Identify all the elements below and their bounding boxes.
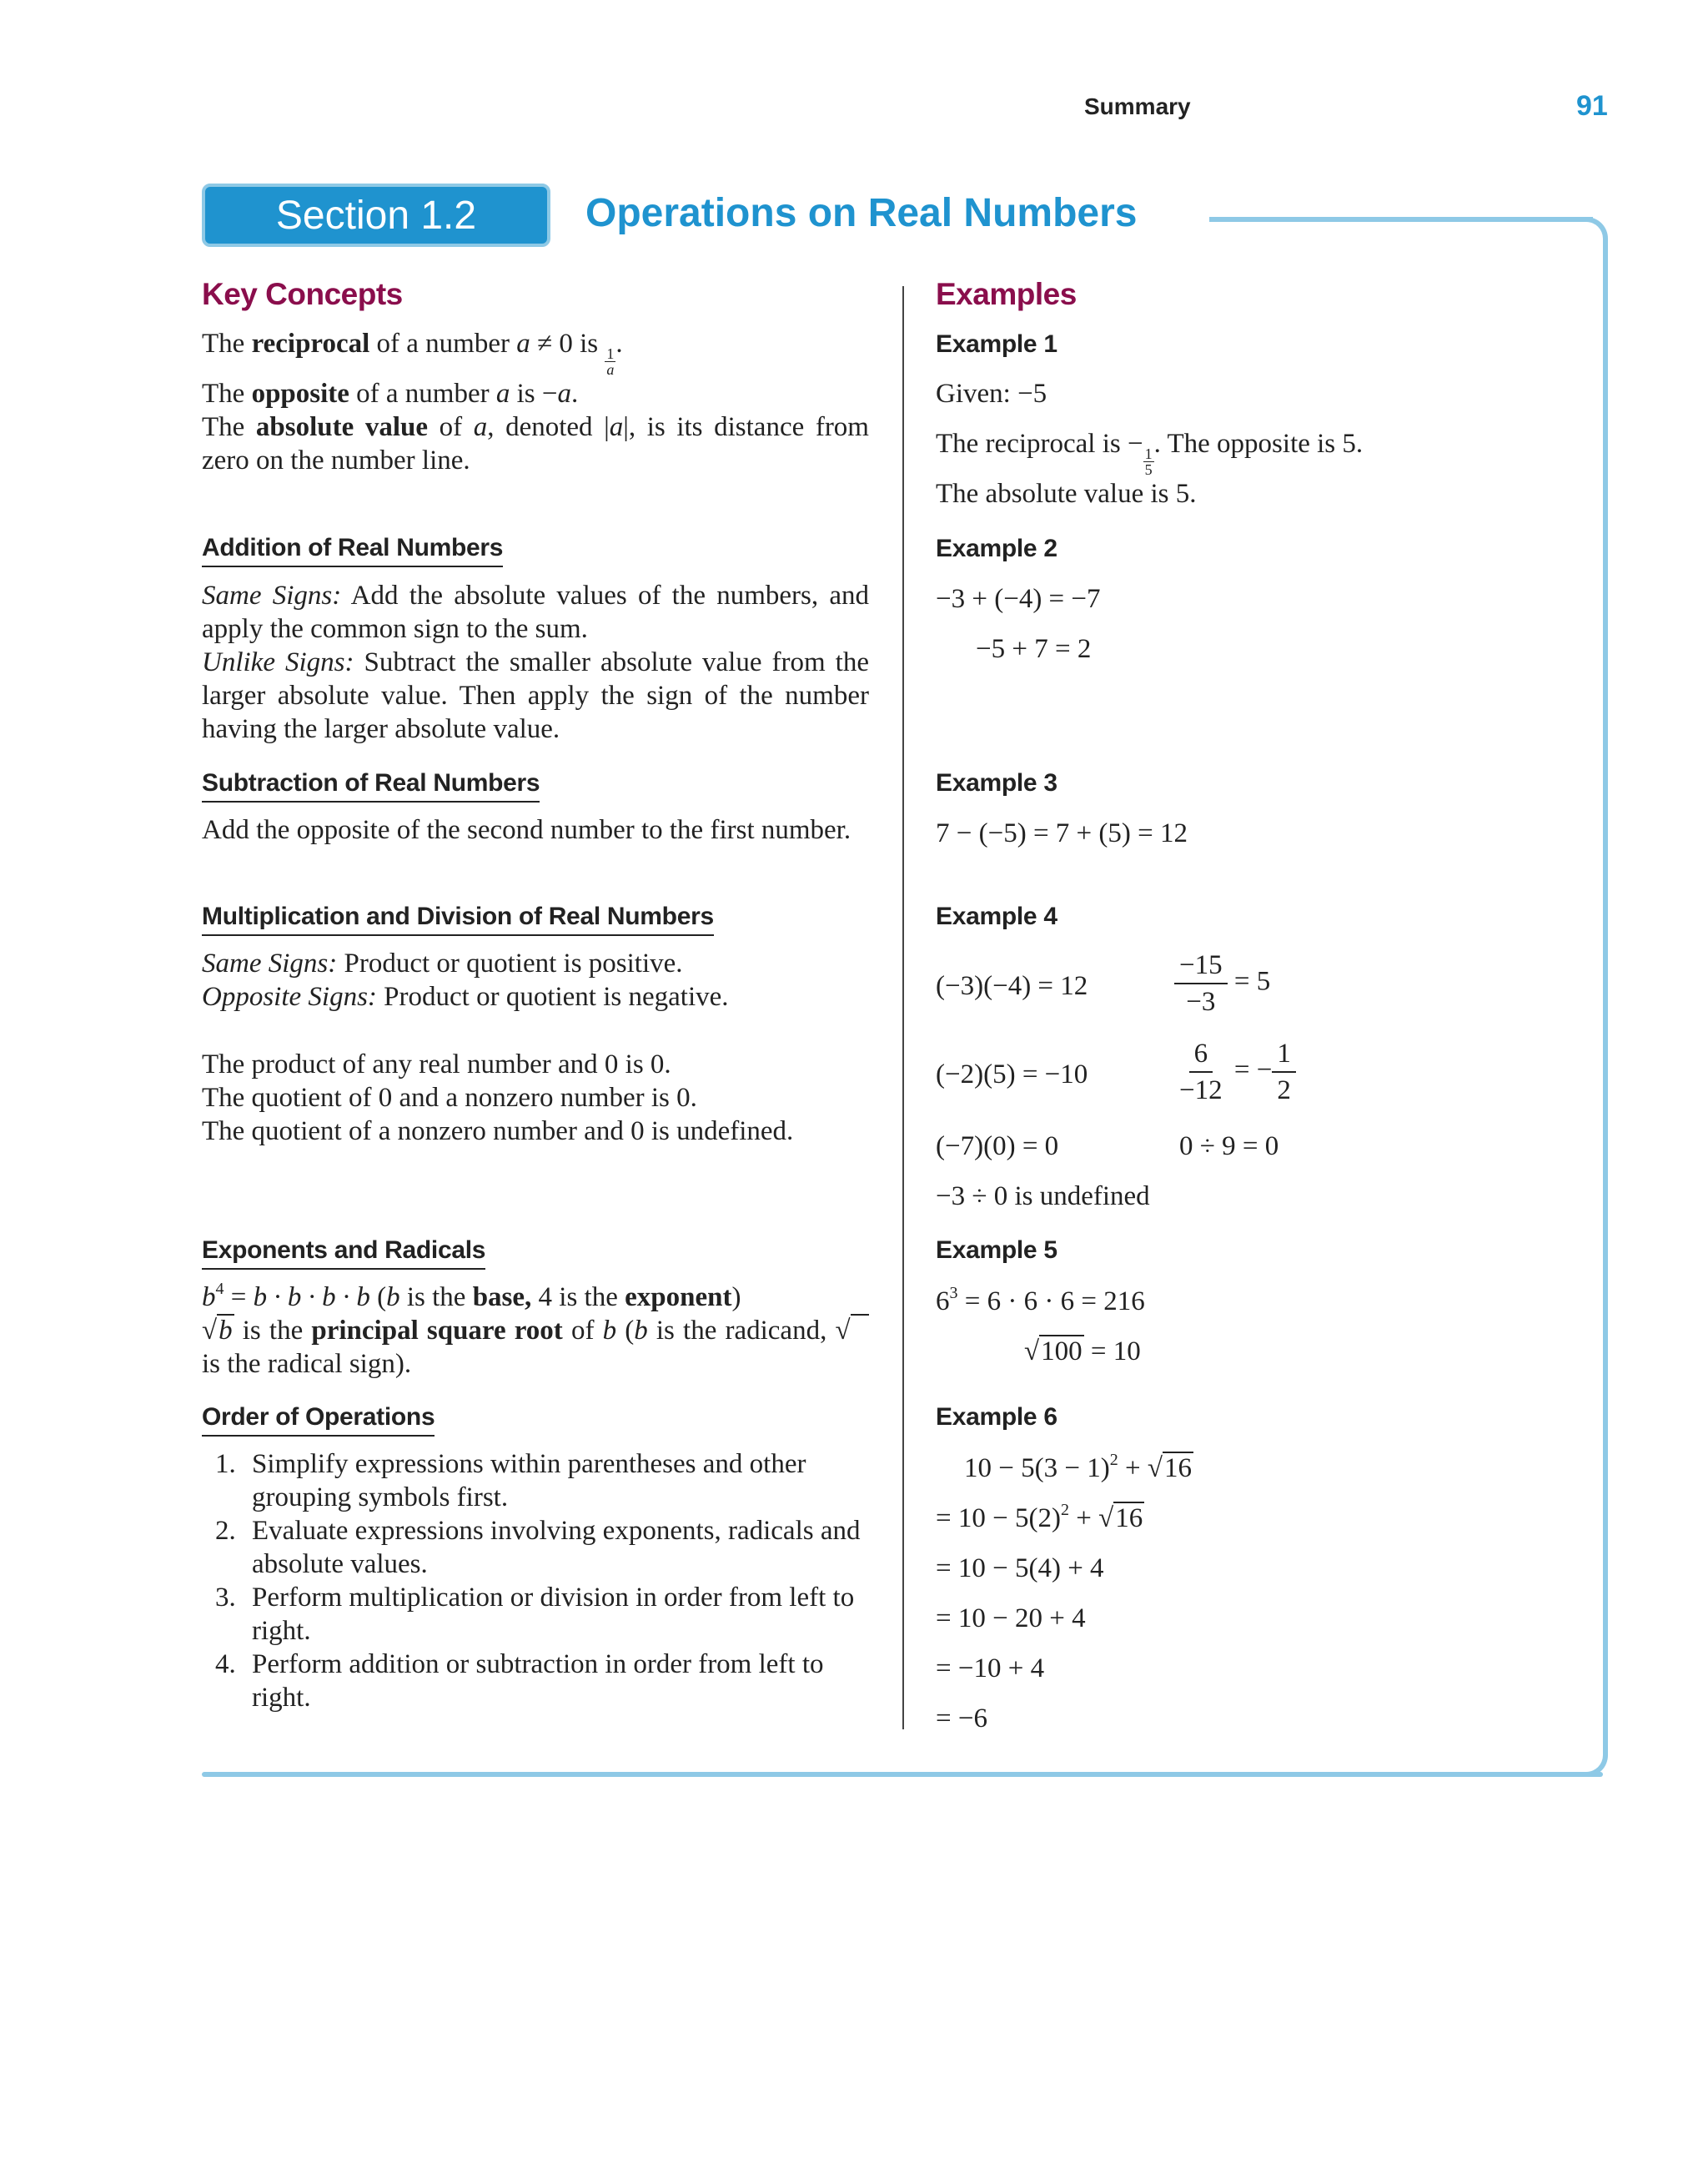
reciprocal-definition: The reciprocal of a number a ≠ 0 is $\frac{1}{a}$ .: [202, 329, 623, 378]
column-divider: [902, 286, 904, 1729]
example-4-row-1-left: (−3)(−4) = 12: [936, 971, 1088, 1001]
example-6-radical-2: √16: [1098, 1503, 1143, 1533]
subtraction-rule: Add the opposite of the second number to the first number.: [202, 815, 851, 845]
example-5-line-2: √100 = 10: [1024, 1336, 1141, 1366]
order-item-text: Perform multiplication or division in order from left to right.: [252, 1583, 855, 1646]
example-4-row-2-left: (−2)(5) = −10: [936, 1059, 1088, 1089]
order-item-text: Simplify expressions within parentheses and other grouping symbols first.: [252, 1449, 806, 1512]
example-1-given: Given: −5: [936, 379, 1047, 409]
example-6-radical-1: √16: [1147, 1453, 1192, 1483]
example-6-line-1: $10 - 5(3 - 1)^2 + √16$: [964, 1451, 1192, 1483]
page-number: 91: [1576, 90, 1608, 122]
example-4-row-3-right: 0 ÷ 9 = 0: [1179, 1131, 1279, 1161]
example-6-line-5: = −10 + 4: [936, 1653, 1045, 1683]
example-4-fraction-1: $\frac{-15}{-3}$: [1174, 949, 1228, 1018]
example-4-fraction-2: $\frac{6}{-12}$: [1179, 1039, 1223, 1105]
section-badge: Section 1.2: [202, 184, 550, 247]
order-item-number: 4.: [215, 1649, 236, 1679]
example-4-row-3-left: (−7)(0) = 0: [936, 1131, 1059, 1161]
frame-bottom-rule: [202, 1772, 1603, 1777]
example-1-reciprocal: The reciprocal is − $\frac{1}{5}$ . The opposite is 5.: [936, 429, 1364, 478]
example-5-line-1: $6^3 = 6 \cdot 6 \cdot 6 = 216$: [936, 1284, 1145, 1316]
zero-rules: The product of any real number and 0 is 0. The quotient of 0 and a nonzero number is 0. The quotient of a nonzero number and 0 is undefined.: [202, 1049, 794, 1146]
example-4-fraction-3: $\frac{1}{2}$: [1272, 1038, 1296, 1106]
example-2-label: Example 2: [936, 535, 1057, 562]
opposite-definition: The opposite of a number a is −a.: [202, 379, 579, 409]
multiplication-sign-rules: Same Signs: Product or quotient is positive. Opposite Signs: Product or quotient is negative.: [202, 949, 729, 1012]
order-item: [202, 1447, 869, 1514]
order-item: [202, 1581, 869, 1648]
order-item-number: 2.: [215, 1516, 236, 1546]
subtraction-heading: Subtraction of Real Numbers: [202, 769, 540, 803]
addition-heading: Addition of Real Numbers: [202, 534, 503, 567]
examples-heading: Examples: [936, 277, 1077, 311]
addition-rules: Same Signs: Add the absolute values of the numbers, and apply the common sign to the sum. Unlike Signs: Subtract the smaller absolute value from the larger absolute value. Then apply the sign of the number having the larger absolute value.: [202, 581, 870, 744]
example-4-row-2-right: $\frac{6}{-12}$ = − $\frac{1}{2}$: [1174, 1038, 1296, 1106]
absolute-value-definition: The absolute value of a, denoted |a|, is its distance from zero on the number line.: [202, 412, 869, 476]
square-root-b: √b: [202, 1316, 233, 1346]
multiplication-heading: Multiplication and Division of Real Numbers: [202, 903, 714, 936]
example-6-line-3: = 10 − 5(4) + 4: [936, 1553, 1104, 1583]
example-3-label: Example 3: [936, 769, 1057, 797]
frame-top-rule: [1209, 217, 1593, 222]
reciprocal-fraction: $\frac{1}{a}$: [606, 345, 615, 378]
exponents-definitions: [202, 1281, 869, 1381]
key-concepts-heading: Key Concepts: [202, 277, 403, 311]
exponents-heading: Exponents and Radicals: [202, 1236, 485, 1270]
example-6-label: Example 6: [936, 1403, 1057, 1431]
example-1-fraction: $\frac{1}{5}$: [1144, 445, 1153, 478]
frame-right-border: [1585, 217, 1608, 1777]
example-2-line-2: −5 + 7 = 2: [976, 634, 1092, 664]
example-5-radical: √100: [1024, 1336, 1083, 1366]
order-item-number: 3.: [215, 1583, 236, 1613]
example-4-row-1-right: $\frac{-15}{-3}$ = 5: [1174, 949, 1270, 1018]
example-1-label: Example 1: [936, 330, 1057, 358]
example-5-label: Example 5: [936, 1236, 1057, 1264]
key-concepts-intro: [202, 327, 869, 477]
example-6-line-4: = 10 − 20 + 4: [936, 1603, 1086, 1633]
example-6-line-2: = $10 - 5(2)^2 + √16$: [936, 1501, 1143, 1533]
order-item-text: Perform addition or subtraction in order from left to right.: [252, 1649, 824, 1713]
section-title: Operations on Real Numbers: [585, 191, 1138, 235]
order-item-number: 1.: [215, 1449, 236, 1479]
order-of-operations-list: [202, 1447, 869, 1714]
example-2-line-1: −3 + (−4) = −7: [936, 584, 1101, 614]
example-4-row-4: −3 ÷ 0 is undefined: [936, 1181, 1150, 1211]
running-head: Summary: [1084, 93, 1191, 119]
example-1-absolute: The absolute value is 5.: [936, 479, 1197, 509]
order-item: [202, 1648, 869, 1714]
square-root-definition: √b is the principal square root of b (b is the radicand, √ is the radical sign).: [202, 1314, 869, 1381]
order-item: [202, 1514, 869, 1581]
order-item-text: Evaluate expressions involving exponents, radicals and absolute values.: [252, 1516, 861, 1579]
exponent-definition: $b^4 = b \cdot b \cdot b \cdot b$ (b is the base, 4 is the exponent): [202, 1280, 741, 1312]
order-heading: Order of Operations: [202, 1403, 435, 1437]
example-3-line-1: 7 − (−5) = 7 + (5) = 12: [936, 818, 1188, 848]
radical-sign-symbol: √: [835, 1314, 869, 1346]
example-6-line-6: = −6: [936, 1703, 987, 1734]
example-4-label: Example 4: [936, 903, 1057, 930]
